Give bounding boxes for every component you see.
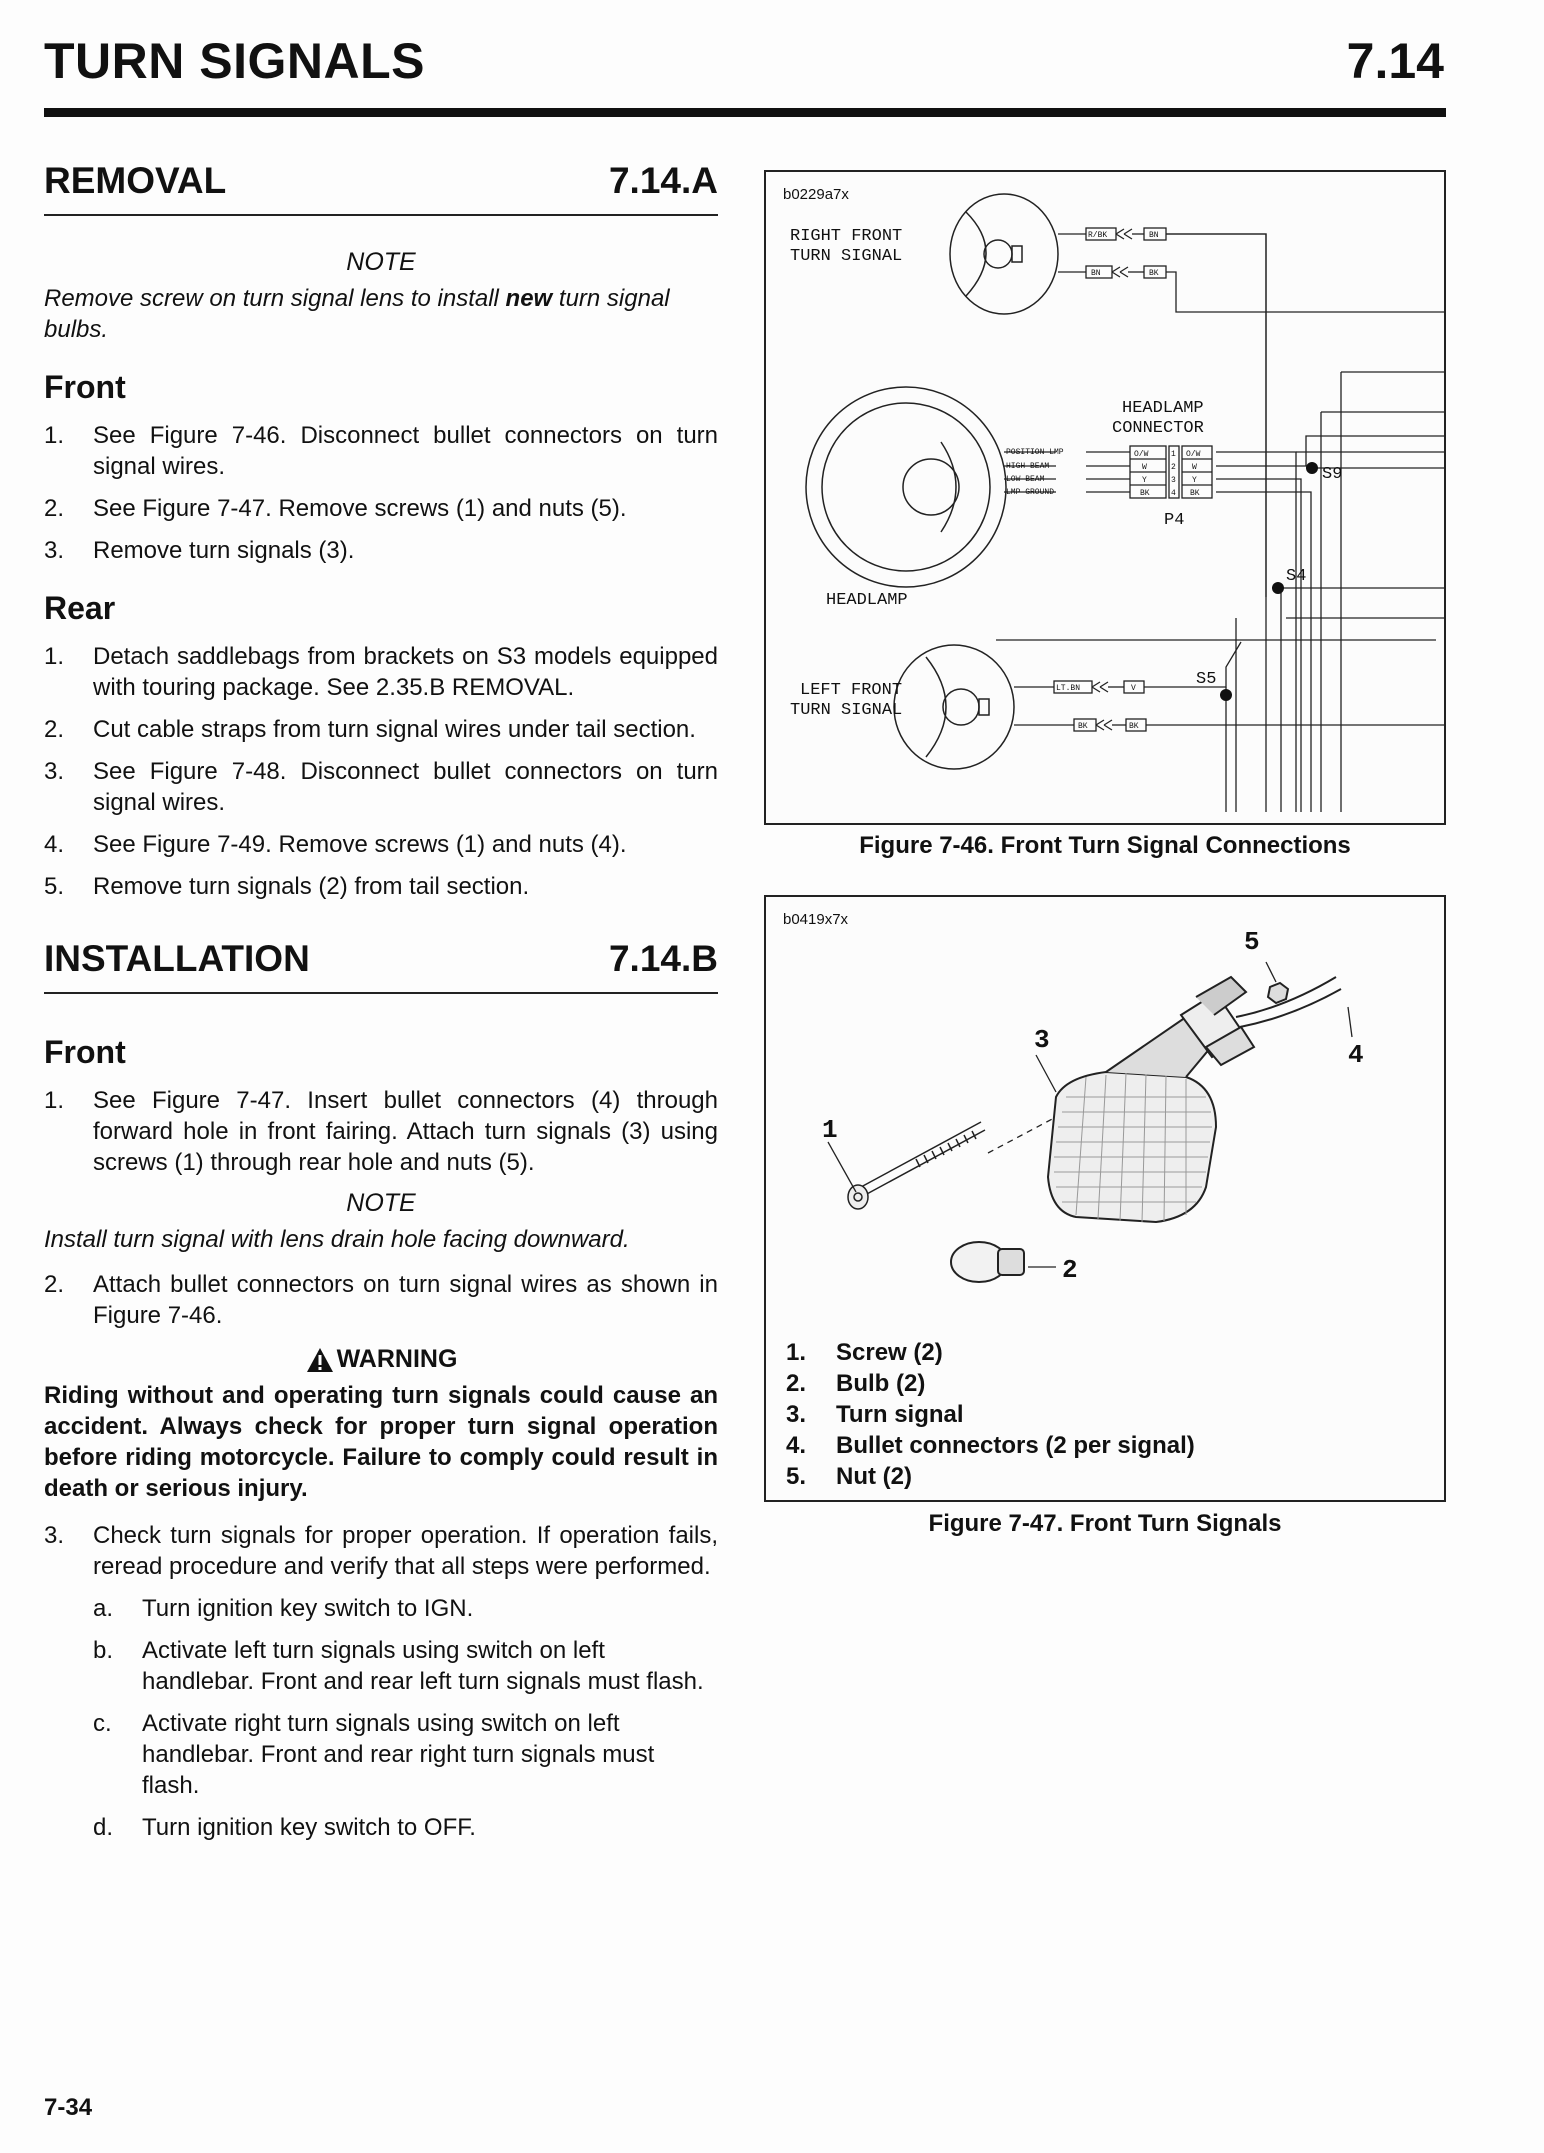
pin-number: 1 bbox=[1171, 450, 1176, 459]
figure-front-turn-signals bbox=[764, 895, 1446, 1502]
list-item: 2. See Figure 7-47. Remove screws (1) and nuts (5). bbox=[44, 495, 627, 522]
wire-label: BN bbox=[1091, 269, 1101, 278]
pin-color: BK bbox=[1190, 489, 1200, 498]
label-s9: S9 bbox=[1322, 465, 1343, 484]
removal-note-body: Remove screw on turn signal lens to install new turn signal bulbs. bbox=[44, 285, 670, 343]
warning-icon bbox=[305, 1346, 335, 1374]
list-item: 3. Turn signal bbox=[786, 1401, 964, 1428]
pin-color: W bbox=[1142, 463, 1147, 472]
wire-label: LT.BN bbox=[1056, 684, 1081, 693]
list-item: b. Activate left turn signals using switch on left handlebar. Front and rear left turn signals must flash. bbox=[93, 1637, 704, 1695]
list-item: 4. See Figure 7-49. Remove screws (1) and nuts (4). bbox=[44, 831, 627, 858]
installation-title: INSTALLATION bbox=[44, 938, 310, 979]
section-number: 7.14 bbox=[1346, 33, 1444, 89]
list-item: 3. See Figure 7-48. Disconnect bullet connectors on turn signal wires. bbox=[44, 758, 718, 816]
installation-note-body: Install turn signal with lens drain hole facing downward. bbox=[44, 1226, 630, 1253]
left-front-signal-shape bbox=[894, 645, 1014, 769]
warning-body: Riding without and operating turn signals could cause an accident. Always check for proper turn signal operation before riding motorcycle. Failure to comply could result in death or serious injury. bbox=[44, 1382, 718, 1502]
figure-code: b0419x7x bbox=[783, 911, 849, 928]
list-item: 2. Cut cable straps from turn signal wires under tail section. bbox=[44, 716, 696, 743]
removal-title: REMOVAL bbox=[44, 160, 227, 201]
list-item: 1. Detach saddlebags from brackets on S3 models equipped with touring package. See 2.35.B REMOVAL. bbox=[44, 643, 718, 701]
figure-front-turn-signal-connections bbox=[764, 170, 1446, 825]
label-right-front-2: TURN SIGNAL bbox=[790, 247, 903, 266]
page-title: TURN SIGNALS bbox=[44, 33, 425, 89]
pin-label: HIGH BEAM bbox=[1006, 462, 1050, 471]
label-headlamp: HEADLAMP bbox=[826, 591, 908, 610]
installation-note-title: NOTE bbox=[346, 1189, 416, 1217]
list-item: 5. Remove turn signals (2) from tail section. bbox=[44, 873, 530, 900]
figure-7-47-caption: Figure 7-47. Front Turn Signals bbox=[928, 1510, 1282, 1537]
splice-s4 bbox=[1272, 582, 1284, 594]
turn-signal-illustration bbox=[766, 897, 1444, 1317]
callout-4: 4 bbox=[1348, 1040, 1364, 1070]
wire-label: BK bbox=[1078, 722, 1088, 731]
left-column bbox=[44, 160, 718, 1854]
list-item: 3. Remove turn signals (3). bbox=[44, 537, 355, 564]
list-item: 1. See Figure 7-47. Insert bullet connectors (4) through forward hole in front fairing. Attach turn signals (3) using screws (1) through rear hole and nuts (5). bbox=[44, 1087, 718, 1176]
wire-label: BK bbox=[1149, 269, 1159, 278]
wire-label: R/BK bbox=[1088, 231, 1108, 240]
removal-number: 7.14.A bbox=[608, 160, 718, 201]
pin-color: W bbox=[1192, 463, 1197, 472]
headlamp-shape bbox=[806, 387, 1006, 587]
pin-color: O/W bbox=[1134, 450, 1149, 459]
pin-label: LOW BEAM bbox=[1006, 475, 1045, 484]
label-headlamp-connector-1: HEADLAMP bbox=[1122, 399, 1204, 418]
installation-number: 7.14.B bbox=[608, 938, 718, 979]
list-item: c. Activate right turn signals using switch on left handlebar. Front and rear right turn signals must flash. bbox=[93, 1710, 655, 1799]
list-item: 2. Bulb (2) bbox=[786, 1370, 926, 1397]
list-item: 1. Screw (2) bbox=[786, 1339, 943, 1366]
warning-title: WARNING bbox=[44, 1345, 718, 1374]
splice-s5 bbox=[1220, 689, 1232, 701]
wiring-diagram bbox=[766, 172, 1444, 823]
wire-label: BN bbox=[1149, 231, 1159, 240]
list-item: 5. Nut (2) bbox=[786, 1463, 912, 1490]
splice-s9 bbox=[1306, 462, 1318, 474]
pin-label: LMP GROUND bbox=[1006, 488, 1055, 497]
list-item: 4. Bullet connectors (2 per signal) bbox=[786, 1432, 1195, 1459]
wire-label: V bbox=[1131, 684, 1136, 693]
installation-front-heading: Front bbox=[44, 1034, 126, 1070]
parts-list bbox=[786, 1337, 1195, 1492]
callout-5: 5 bbox=[1244, 927, 1260, 957]
page-number: 7-34 bbox=[44, 2094, 93, 2121]
list-item: 2. Attach bullet connectors on turn signal wires as shown in Figure 7-46. bbox=[44, 1271, 718, 1329]
figure-7-46-caption: Figure 7-46. Front Turn Signal Connections bbox=[859, 832, 1351, 859]
installation-heading bbox=[44, 938, 718, 994]
removal-heading bbox=[44, 160, 718, 216]
removal-front-heading: Front bbox=[44, 369, 126, 405]
turn-signal-lens bbox=[1048, 1072, 1216, 1222]
nut-shape bbox=[1268, 983, 1288, 1003]
callout-3: 3 bbox=[1034, 1025, 1050, 1055]
pin-color: BK bbox=[1140, 489, 1150, 498]
pin-number: 4 bbox=[1171, 489, 1176, 498]
list-item: 3. Check turn signals for proper operation. If operation fails, reread procedure and verify that all steps were performed. bbox=[44, 1522, 718, 1580]
pin-label: POSITION LMP bbox=[1006, 448, 1064, 457]
pin-color: Y bbox=[1142, 476, 1147, 485]
pin-number: 3 bbox=[1171, 476, 1176, 485]
callout-2: 2 bbox=[1062, 1255, 1078, 1285]
label-p4: P4 bbox=[1164, 511, 1185, 530]
label-headlamp-connector-2: CONNECTOR bbox=[1112, 419, 1204, 438]
figure-code: b0229a7x bbox=[783, 186, 849, 203]
header-rule bbox=[44, 108, 1446, 117]
removal-rear-heading: Rear bbox=[44, 590, 116, 626]
pin-number: 2 bbox=[1171, 463, 1176, 472]
list-item: a. Turn ignition key switch to IGN. bbox=[93, 1595, 474, 1622]
removal-note-title: NOTE bbox=[346, 248, 416, 276]
label-right-front-1: RIGHT FRONT bbox=[790, 227, 903, 246]
label-left-front-1: LEFT FRONT bbox=[800, 681, 903, 700]
callout-1: 1 bbox=[822, 1115, 838, 1145]
label-s4: S4 bbox=[1286, 567, 1307, 586]
list-item: d. Turn ignition key switch to OFF. bbox=[93, 1814, 476, 1841]
label-s5: S5 bbox=[1196, 670, 1217, 689]
label-left-front-2: TURN SIGNAL bbox=[790, 701, 903, 720]
pin-color: Y bbox=[1192, 476, 1197, 485]
list-item: 1. See Figure 7-46. Disconnect bullet connectors on turn signal wires. bbox=[44, 422, 718, 480]
wire-label: BK bbox=[1129, 722, 1139, 731]
pin-color: O/W bbox=[1186, 450, 1201, 459]
